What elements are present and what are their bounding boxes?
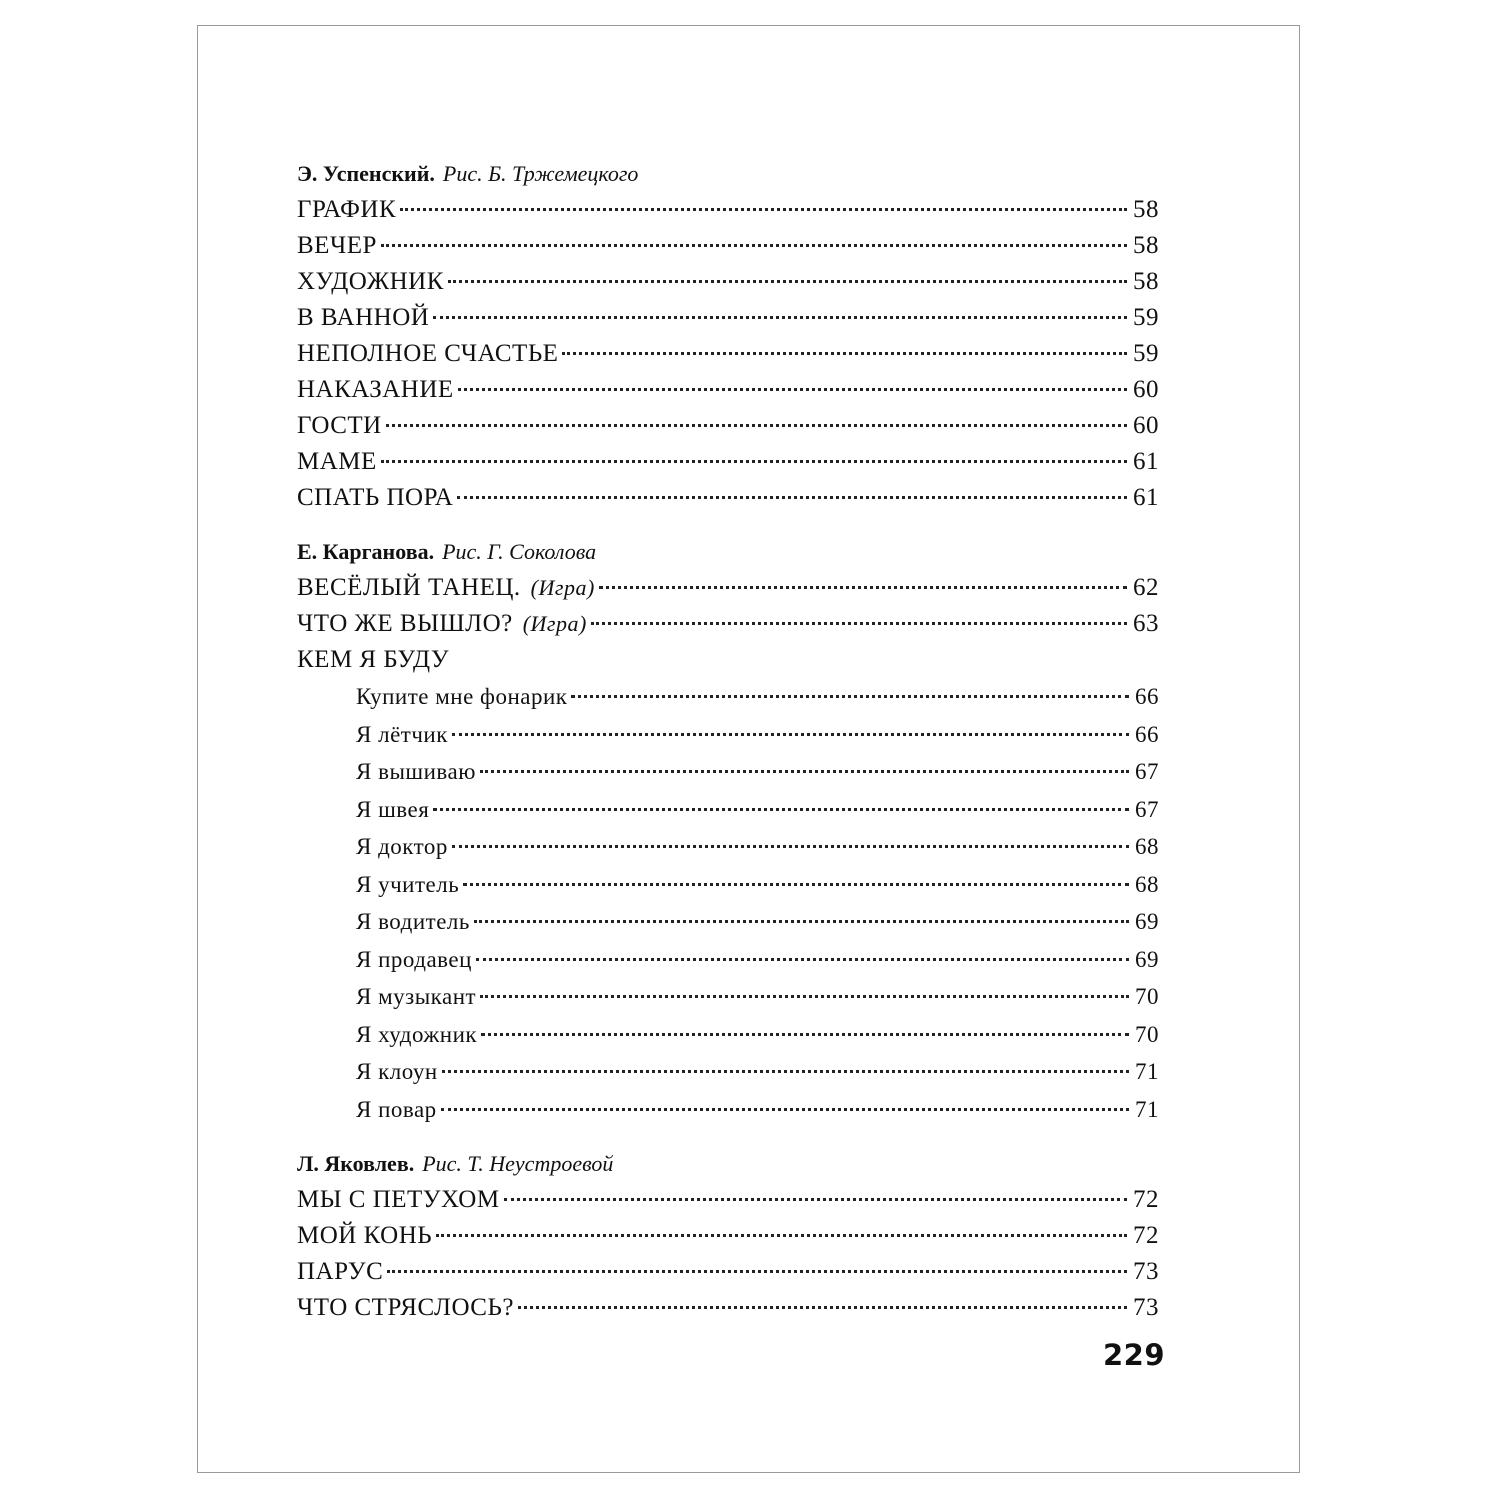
dot-leader: [381, 460, 1127, 463]
entry-page: 60: [1133, 412, 1159, 439]
dot-leader: [458, 388, 1127, 391]
subentry-page: 71: [1135, 1059, 1159, 1084]
subentry-title: Я художник: [356, 1021, 478, 1047]
entry-title: ВЕЧЕР: [297, 232, 377, 259]
subentry-title: Я доктор: [356, 834, 448, 859]
illustrator-credit: Рис. Т. Неустроевой: [422, 1151, 614, 1176]
dot-leader: [480, 995, 1129, 998]
entry-page: 72: [1133, 1222, 1159, 1249]
subentry-title: Я вышиваю: [356, 759, 476, 784]
toc-subentry[interactable]: [297, 1016, 1159, 1054]
author-name: Э. Успенский.: [297, 161, 435, 186]
dot-leader: [481, 1033, 1129, 1036]
toc-entry[interactable]: [297, 228, 1159, 264]
dot-leader: [441, 1108, 1129, 1111]
entry-title: НЕПОЛНОЕ СЧАСТЬЕ: [297, 340, 559, 367]
subentry-title: Я водитель: [356, 909, 470, 934]
toc-entry[interactable]: [297, 192, 1159, 228]
dot-leader: [433, 808, 1129, 811]
subentry-title: Я учитель: [356, 871, 460, 897]
subentry-page: 71: [1135, 1096, 1159, 1122]
entry-title: СПАТЬ ПОРА: [297, 484, 454, 511]
toc-entry[interactable]: [297, 1218, 1159, 1254]
entry-page: 63: [1133, 610, 1159, 637]
subentry-page: 70: [1135, 1021, 1159, 1047]
toc-entry[interactable]: [297, 372, 1159, 408]
entry-page: 73: [1133, 1258, 1159, 1285]
entry-note: (Игра): [522, 611, 587, 636]
entry-title: ЧТО ЖЕ ВЫШЛО?: [297, 610, 513, 637]
entry-page: 60: [1133, 376, 1159, 403]
subentry-title: Купите мне фонарик: [356, 684, 568, 709]
subentry-page: 68: [1135, 834, 1159, 859]
subentry-page: 67: [1135, 796, 1159, 822]
dot-leader: [476, 958, 1129, 961]
section-heading: [297, 1146, 1159, 1182]
toc-entry[interactable]: [297, 1290, 1159, 1326]
entry-title: ХУДОЖНИК: [297, 268, 444, 295]
entry-title: МАМЕ: [297, 448, 377, 475]
entry-note: (Игра): [530, 575, 595, 600]
entry-page: 59: [1133, 340, 1159, 367]
section-spacer: [297, 516, 1159, 534]
entry-title: МЫ С ПЕТУХОМ: [297, 1186, 500, 1213]
toc-subentry[interactable]: [297, 866, 1159, 904]
entry-page: 62: [1133, 574, 1159, 601]
entry-title: ГОСТИ: [297, 412, 382, 439]
entry-page: 73: [1133, 1294, 1159, 1321]
dot-leader: [436, 1234, 1127, 1237]
dot-leader: [457, 496, 1127, 499]
toc-entry[interactable]: [297, 480, 1159, 516]
toc-entry[interactable]: [297, 264, 1159, 300]
subentry-title: Я лётчик: [356, 721, 448, 747]
toc-entry[interactable]: [297, 570, 1159, 606]
dot-leader: [448, 280, 1127, 283]
subentry-title: Я продавец: [356, 946, 472, 972]
page-number: 229: [1103, 1338, 1166, 1372]
dot-leader: [400, 208, 1127, 211]
dot-leader: [452, 845, 1129, 848]
entry-page: 61: [1133, 448, 1159, 475]
section-spacer: [297, 1128, 1159, 1146]
toc-subentry[interactable]: [297, 791, 1159, 829]
dot-leader: [452, 733, 1129, 736]
toc-subentry[interactable]: [297, 716, 1159, 754]
toc-subentry[interactable]: [297, 978, 1159, 1016]
dot-leader: [442, 1070, 1129, 1073]
toc-subentry[interactable]: [297, 828, 1159, 866]
toc-entry[interactable]: [297, 642, 1159, 678]
entry-page: 61: [1133, 484, 1159, 511]
subentry-page: 70: [1135, 984, 1159, 1009]
dot-leader: [504, 1198, 1127, 1201]
entry-title: ГРАФИК: [297, 196, 397, 223]
dot-leader: [387, 1270, 1127, 1273]
subentry-title: Я швея: [356, 796, 430, 822]
dot-leader: [463, 883, 1129, 886]
illustrator-credit: Рис. Б. Тржемецкого: [442, 161, 639, 186]
entry-title: ВЕСЁЛЫЙ ТАНЕЦ.: [297, 574, 521, 601]
toc-entry[interactable]: [297, 606, 1159, 642]
subentry-page: 67: [1135, 759, 1159, 784]
toc-subentry[interactable]: [297, 941, 1159, 979]
dot-leader: [386, 424, 1127, 427]
toc-entry[interactable]: [297, 300, 1159, 336]
toc-subentry[interactable]: [297, 753, 1159, 791]
subentry-title: Я повар: [356, 1096, 437, 1122]
entry-page: 59: [1133, 304, 1159, 331]
toc-entry[interactable]: [297, 336, 1159, 372]
toc-entry[interactable]: [297, 1254, 1159, 1290]
author-name: Л. Яковлев.: [297, 1151, 415, 1176]
dot-leader: [599, 586, 1127, 589]
toc-entry[interactable]: [297, 1182, 1159, 1218]
subentry-title: Я музыкант: [356, 984, 477, 1009]
dot-leader: [562, 352, 1127, 355]
dot-leader: [571, 695, 1129, 698]
subentry-page: 68: [1135, 871, 1159, 897]
entry-title: НАКАЗАНИЕ: [297, 376, 454, 403]
subentry-page: 69: [1135, 946, 1159, 972]
toc-subentry[interactable]: [297, 678, 1159, 716]
subentry-title: Я клоун: [356, 1059, 438, 1084]
book-page: [197, 25, 1300, 1473]
entry-title: ЧТО СТРЯСЛОСЬ?: [297, 1294, 514, 1321]
subentry-page: 66: [1135, 684, 1159, 709]
subentry-page: 66: [1135, 721, 1159, 747]
dot-leader: [480, 770, 1129, 773]
toc-subentry[interactable]: [297, 903, 1159, 941]
entry-title: МОЙ КОНЬ: [297, 1222, 433, 1249]
dot-leader: [474, 920, 1129, 923]
table-of-contents: [297, 156, 1159, 1326]
dot-leader: [591, 622, 1127, 625]
toc-subentry[interactable]: [297, 1091, 1159, 1129]
dot-leader: [433, 316, 1127, 319]
section-heading: [297, 534, 1159, 570]
author-name: Е. Карганова.: [297, 539, 435, 564]
toc-entry[interactable]: [297, 408, 1159, 444]
subentry-page: 69: [1135, 909, 1159, 934]
dot-leader: [381, 244, 1127, 247]
illustrator-credit: Рис. Г. Соколова: [442, 539, 597, 564]
entry-title: ПАРУС: [297, 1258, 384, 1285]
entry-page: 58: [1133, 268, 1159, 295]
toc-subentry[interactable]: [297, 1053, 1159, 1091]
entry-page: 58: [1133, 232, 1159, 259]
entry-page: 58: [1133, 196, 1159, 223]
entry-page: 72: [1133, 1186, 1159, 1213]
toc-entry[interactable]: [297, 444, 1159, 480]
section-heading: [297, 156, 1159, 192]
entry-title: КЕМ Я БУДУ: [297, 646, 450, 673]
dot-leader: [518, 1306, 1127, 1309]
entry-title: В ВАННОЙ: [297, 304, 430, 331]
